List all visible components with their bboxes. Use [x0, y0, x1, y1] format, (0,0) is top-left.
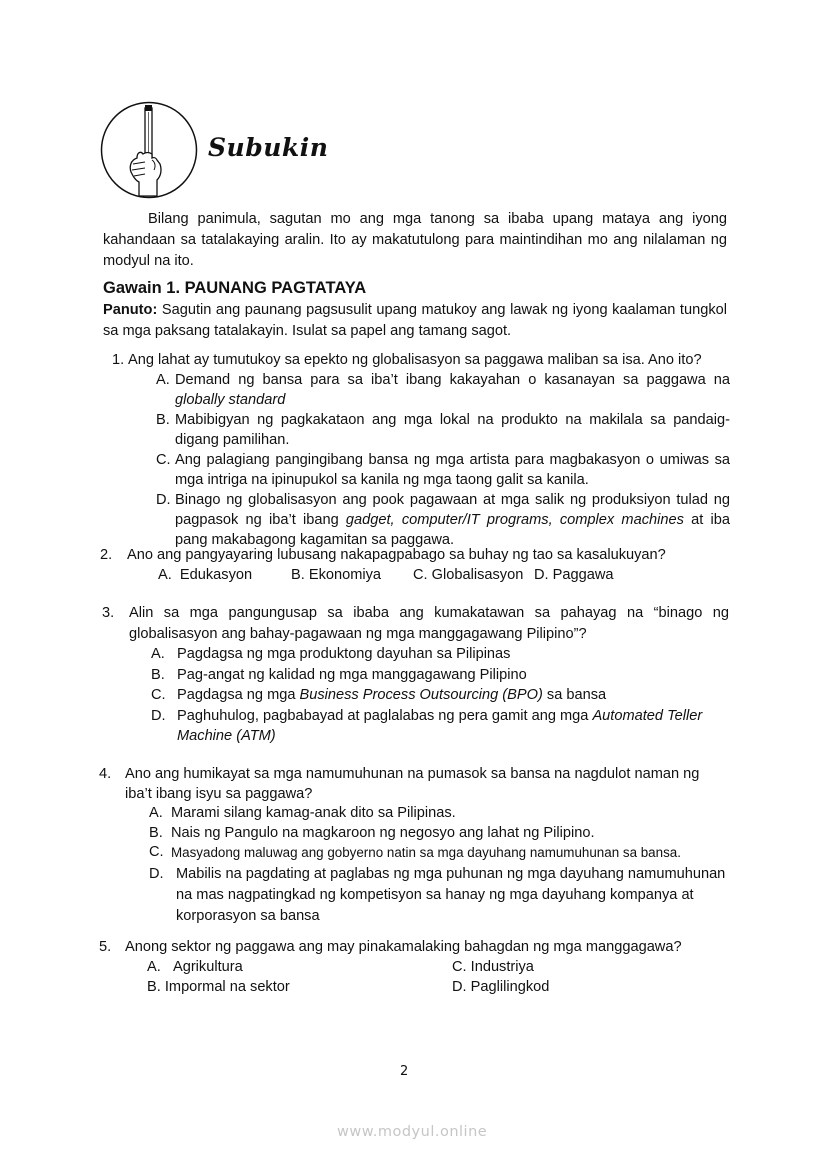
question-number: 4.	[99, 766, 112, 782]
option-text: Masyadong maluwag ang gobyerno natin sa mga dayuhang namumuhunan sa bansa.	[171, 845, 681, 860]
option-b[interactable]: B. Ekonomiya	[291, 567, 382, 583]
option-c[interactable]: C. Industriya	[452, 959, 534, 975]
option-c[interactable]: C. Globalisasyon	[413, 567, 524, 583]
option-text: Pag-angat ng kalidad ng mga manggagawang Pilipino	[177, 666, 527, 683]
option-d[interactable]	[149, 864, 730, 927]
option-a[interactable]	[149, 804, 730, 824]
intro-text: Bilang panimula, sagutan mo ang mga tanong sa ibaba upang mataya ang iyong kahandaan sa tatalakaying aralin. Ito ay makatutulong para maintindihan mo ang nilalaman ng modyul na ito.	[103, 211, 727, 269]
question-2	[100, 545, 727, 585]
option-d[interactable]: D. Paggawa	[534, 567, 614, 583]
question-text: Anong sektor ng paggawa ang may pinakamalaking bahagdan ng mga manggagawa?	[125, 939, 682, 955]
question-number: 3.	[102, 605, 115, 621]
option-text: Mabilis na pagdating at paglabas ng mga puhunan ng mga dayuhang namumuhunan na mas nagpatingkad ng kompetisyon sa hanay ng mga dayuhang kompanya at korporasyon sa bansa	[176, 865, 726, 924]
question-text: Ang lahat ay tumutukoy sa epekto ng globalisasyon sa paggawa maliban sa isa. Ano ito?	[128, 352, 702, 368]
watermark: www.modyul.online	[337, 1124, 488, 1140]
option-letter: B.	[149, 824, 163, 841]
intro-paragraph	[103, 209, 727, 272]
option-text: Demand ng bansa para sa iba’t ibang kakayahan o kasanayan sa paggawa na globally standard	[175, 372, 730, 408]
question-number: 5.	[99, 939, 112, 955]
option-text: Pagdagsa ng mga produktong dayuhan sa Pilipinas	[177, 646, 511, 662]
question-text: Ano ang pangyayaring lubusang nakapagpabago sa buhay ng tao sa kasalukuyan?	[127, 547, 666, 563]
option-letter: B.	[156, 412, 170, 428]
option-text: Marami silang kamag-anak dito sa Pilipinas.	[171, 805, 456, 821]
page-number: 2	[400, 1064, 409, 1079]
option-letter: A.	[151, 646, 165, 662]
question-5	[99, 937, 726, 997]
question-number: 2.	[100, 547, 113, 563]
option-letter: C.	[149, 844, 164, 860]
question-text: Alin sa mga pangungusap sa ibaba ang kumakatawan sa pahayag na “binago ng globalisasyon ang bahay-pagawaan ng mga manggagawang Pilipino”?	[129, 605, 729, 642]
option-a[interactable]	[151, 644, 729, 665]
option-c[interactable]	[156, 450, 730, 490]
option-letter: D.	[156, 492, 171, 508]
question-text: Ano ang humikayat sa mga namumuhunan na pumasok sa bansa na nagdulot naman ng iba’t ibang isyu sa paggawa?	[125, 766, 700, 802]
option-letter: A.	[149, 805, 163, 821]
option-text: Nais ng Pangulo na magkaroon ng negosyo ang lahat ng Pilipino.	[171, 824, 595, 841]
option-a[interactable]	[156, 370, 730, 410]
option-text: Pagdagsa ng mga Business Process Outsourcing (BPO) sa bansa	[177, 687, 607, 703]
option-letter: D.	[151, 707, 166, 724]
option-a[interactable]: A. Agrikultura	[147, 959, 243, 975]
option-letter: A.	[156, 372, 170, 388]
option-text: Ang palagiang pangingibang bansa ng mga artista para magbakasyon o umiwas sa mga intriga na ipinupukol sa kanila ng mga taong galit sa kanila.	[175, 452, 730, 488]
question-number: 1.	[112, 352, 125, 368]
option-c[interactable]	[149, 843, 730, 863]
question-1	[112, 350, 730, 550]
option-letter: C.	[156, 452, 171, 468]
section-title: Subukin	[208, 133, 329, 162]
option-b[interactable]	[149, 824, 730, 844]
option-d[interactable]: D. Paglilingkod	[452, 979, 550, 995]
option-letter: B.	[151, 666, 165, 683]
instructions-text: Sagutin ang paunang pagsusulit upang matukoy ang lawak ng iyong kaalaman tungkol sa mga paksang tatalakayin. Isulat sa papel ang tamang sagot.	[103, 302, 727, 339]
option-b[interactable]	[156, 410, 730, 450]
hand-holding-pencil-icon	[99, 100, 199, 200]
option-a[interactable]: A. Edukasyon	[158, 567, 253, 583]
option-c[interactable]	[151, 685, 729, 706]
instructions	[103, 300, 727, 342]
option-b[interactable]	[151, 665, 729, 686]
option-b[interactable]: B. Impormal na sektor	[147, 979, 290, 995]
instructions-label: Panuto:	[103, 302, 158, 318]
option-letter: C.	[151, 687, 166, 703]
option-text: Paghuhulog, pagbabayad at paglalabas ng pera gamit ang mga Automated Teller Machine (ATM)	[177, 707, 703, 744]
option-d[interactable]	[156, 490, 730, 550]
activity-title: Gawain 1. PAUNANG PAGTATAYA	[103, 279, 367, 297]
option-letter: D.	[149, 865, 164, 882]
option-d[interactable]	[151, 706, 729, 747]
option-text: Binago ng globalisasyon ang pook pagawaan at mga salik ng produksiyon tulad ng pagpasok ng iba’t ibang gadget, computer/IT programs, complex machines at iba pang makabagong kagamitan sa paggawa.	[175, 492, 730, 548]
option-text: Mabibigyan ng pagkakataon ang mga lokal na produkto na makilala sa pandaig-digang pamilihan.	[175, 412, 730, 448]
question-4	[99, 765, 730, 927]
question-3	[102, 603, 729, 747]
